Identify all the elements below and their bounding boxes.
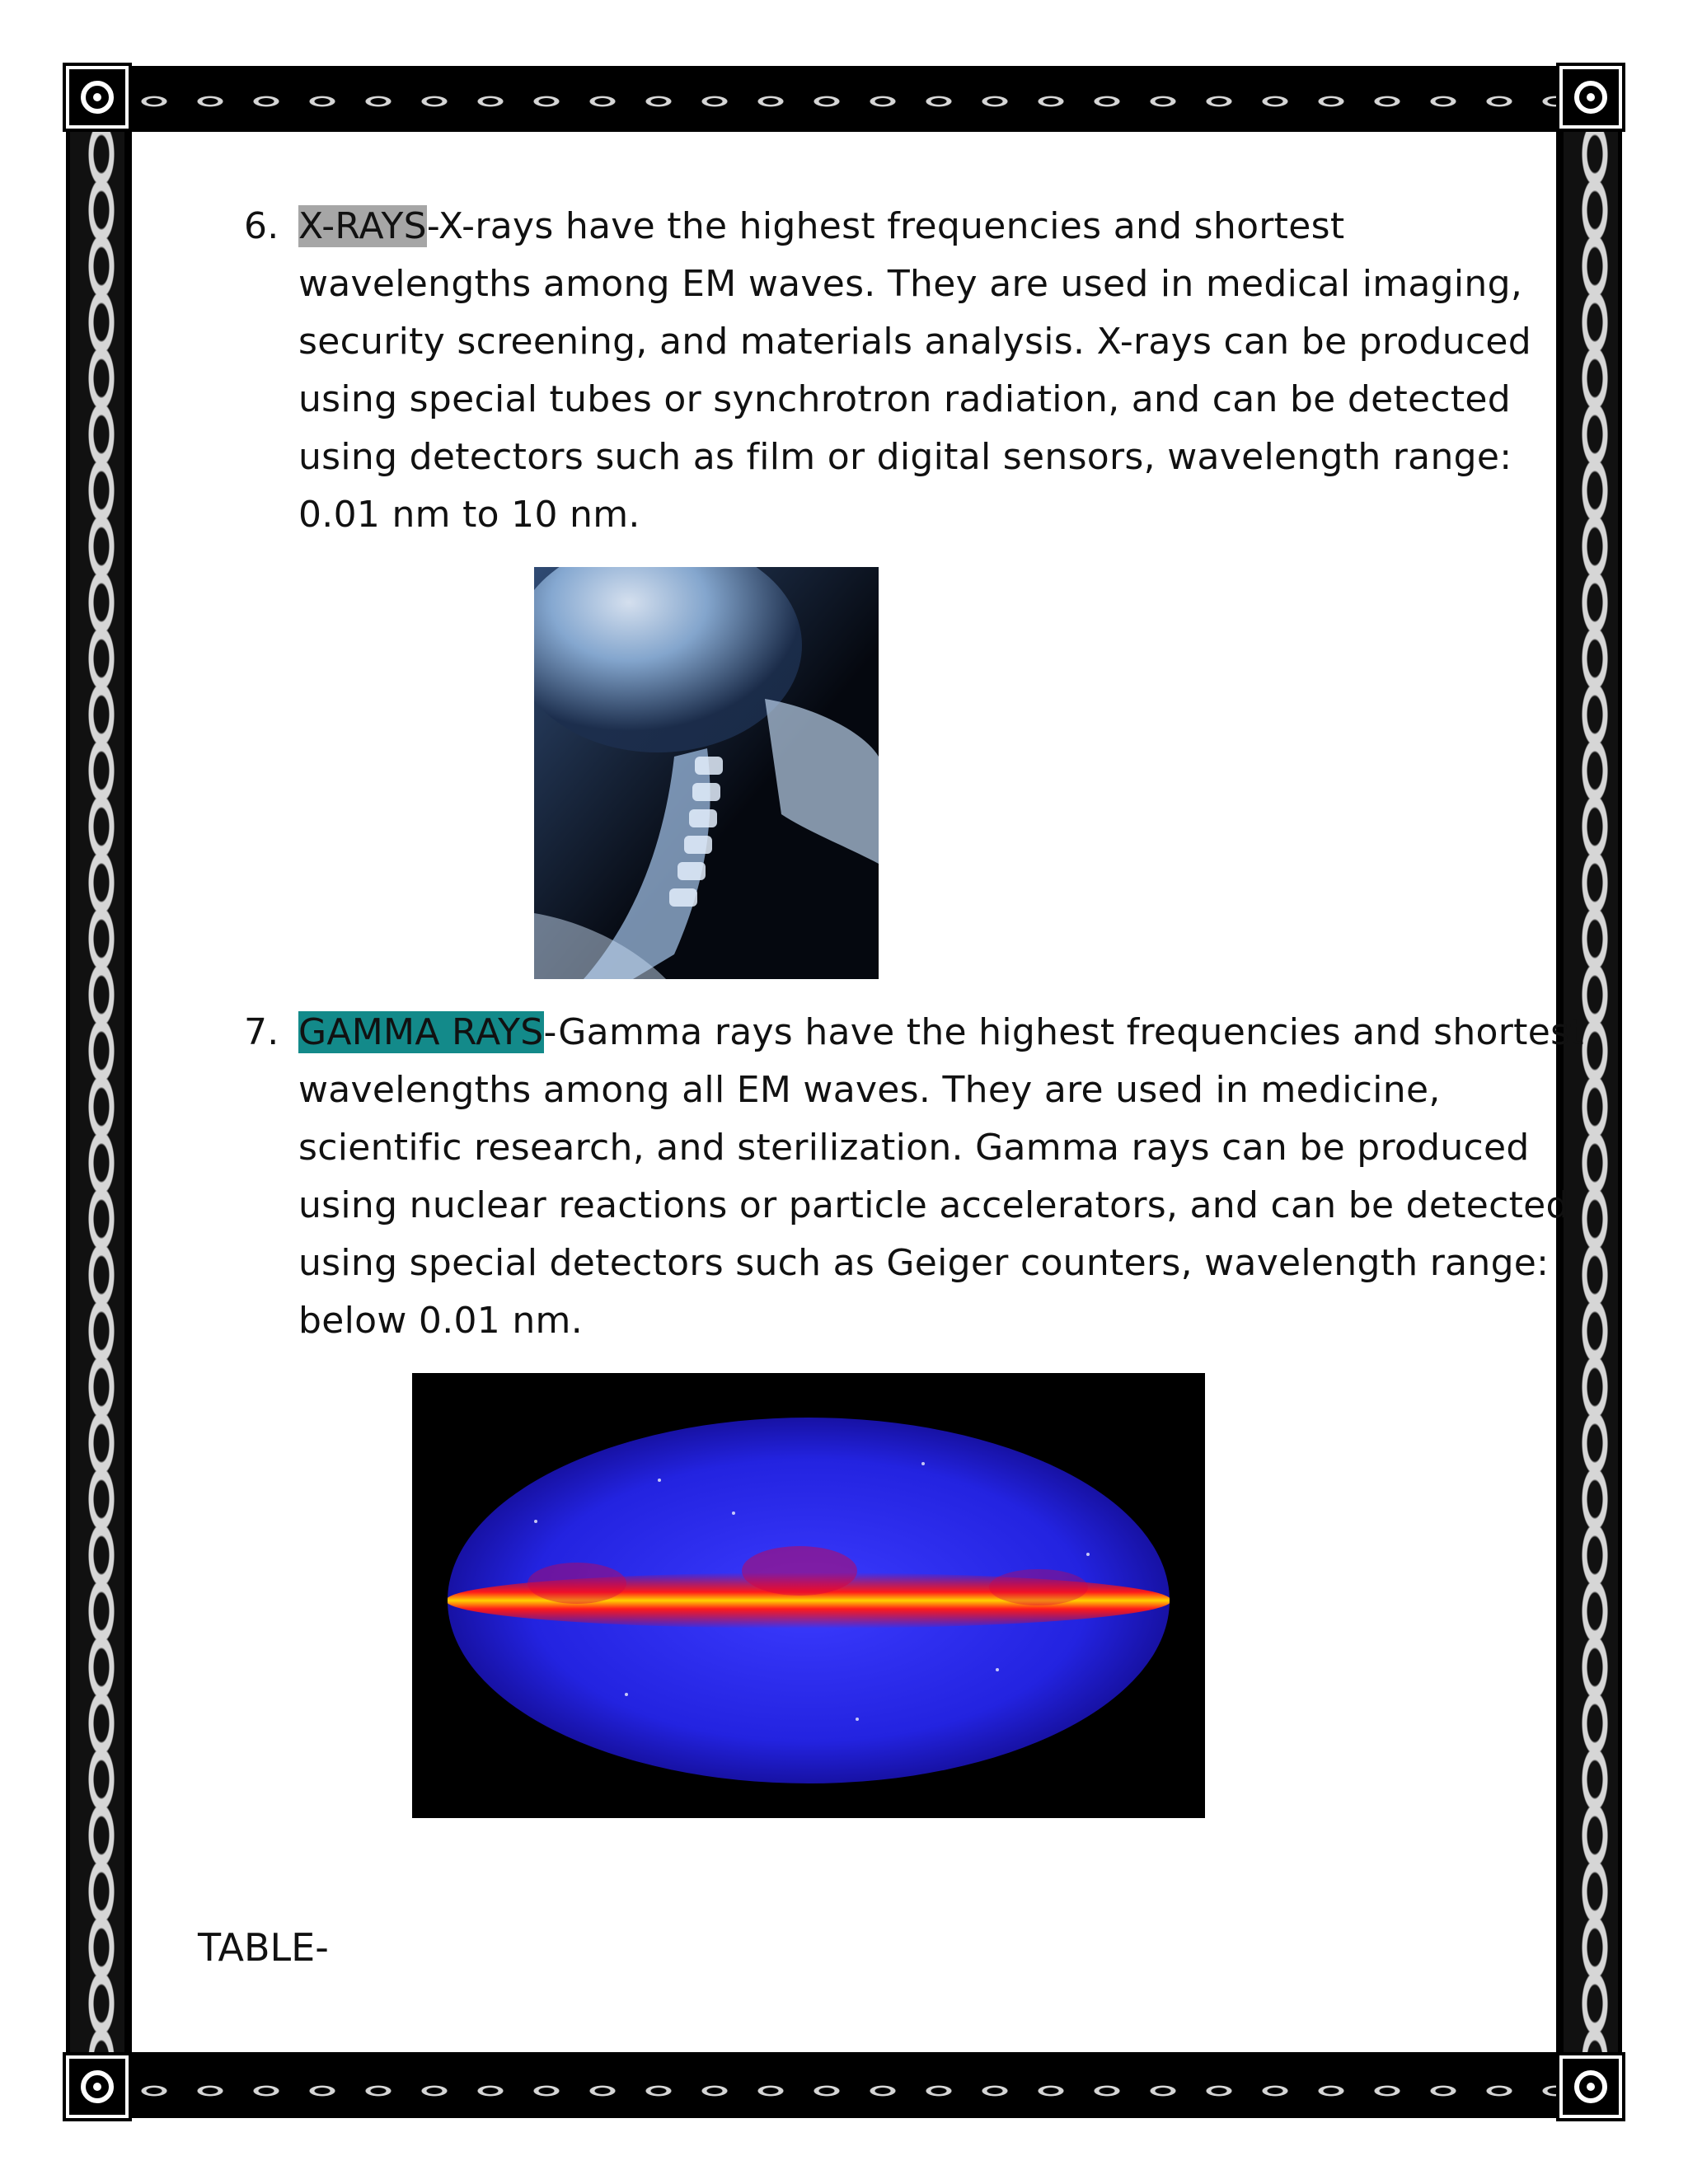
section-heading-gamma-rays: GAMMA RAYS [298, 1011, 544, 1053]
border-top [66, 66, 1622, 129]
section-body-xrays: -X-rays have the highest frequencies and shortest wavelengths among EM waves. They are used in medical imaging, security screening, and materials analysis. X-rays can be produced using special tubes or synchrotron radiation, and can be detected using detectors such as film or digital sensors, wavelength range: 0.01 nm to 10 nm. [298, 205, 1532, 536]
section-heading-xrays: X-RAYS [298, 205, 427, 247]
list-item-gamma-rays [198, 1004, 1584, 1350]
corner-ornament-icon [66, 2055, 129, 2118]
corner-ornament-icon [1559, 66, 1622, 129]
document-body [198, 198, 1532, 544]
x-ray-image [534, 567, 879, 979]
corner-ornament-icon [66, 66, 129, 129]
gamma-ray-map-image [412, 1373, 1205, 1818]
list-number: 7. [244, 1011, 279, 1053]
section-body-gamma-rays: -Gamma rays have the highest frequencies and shortest wavelengths among all EM waves. They are used in medicine, scientific research, and sterilization. Gamma rays can be produced using nuclear reactions or particle accelerators, and can be detected using special detectors such as Geiger counters, wavelength range: below 0.01 nm. [298, 1011, 1584, 1342]
document-body-2 [198, 1004, 1584, 1350]
border-bottom [66, 2055, 1622, 2118]
list-number: 6. [244, 205, 279, 247]
list-item-xrays [198, 198, 1584, 544]
border-left [66, 66, 129, 2118]
table-label: TABLE- [198, 1925, 329, 1970]
corner-ornament-icon [1559, 2055, 1622, 2118]
